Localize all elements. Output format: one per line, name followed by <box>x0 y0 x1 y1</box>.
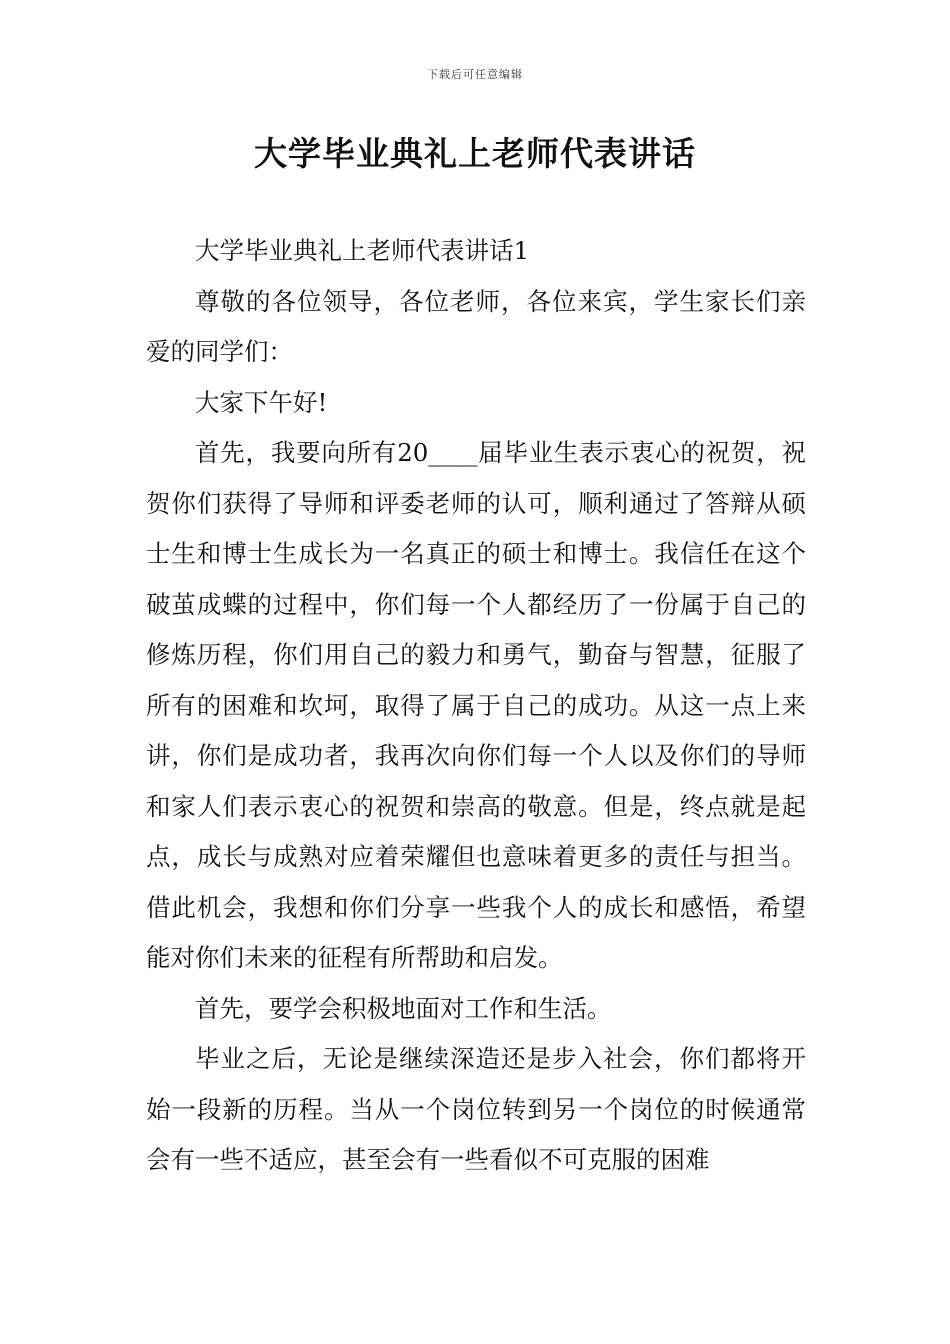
document-body <box>146 226 806 1186</box>
header-note: 下载后可任意编辑 <box>427 68 523 81</box>
document-title: 大学毕业典礼上老师代表讲话 <box>254 134 696 173</box>
greeting-paragraph: 大家下午好! <box>195 387 328 417</box>
congratulation-paragraph: 首先，我要向所有20____届毕业生表示衷心的祝贺，祝贺你们获得了导师和评委老师的认可，顺利通过了答辩从硕士生和博士生成长为一名真正的硕士和博士。我信任在这个破茧成蝶的过程中，你们每一个人都经历了一份属于自己的修炼历程，你们用自己的毅力和勇气，勤奋与智慧，征服了所有的困难和坎坷，取得了属于自己的成功。从这一点上来讲，你们是成功者，我再次向你们每一个人以及你们的导师和家人们表示衷心的祝贺和崇高的敬意。但是，终点就是起点，成长与成熟对应着荣耀但也意味着更多的责任与担当。借此机会，我想和你们分享一些我个人的成长和感悟，希望能对你们未来的征程有所帮助和启发。 <box>146 438 806 972</box>
point-one-paragraph: 首先，要学会积极地面对工作和生活。 <box>195 993 612 1023</box>
body-paragraph: 毕业之后，无论是继续深造还是步入社会，你们都将开始一段新的历程。当从一个岗位转到另一个岗位的时候通常会有一些不适应，甚至会有一些看似不可克服的困难 <box>146 1044 806 1174</box>
section-heading: 大学毕业典礼上老师代表讲话1 <box>195 236 530 265</box>
salutation-paragraph: 尊敬的各位领导，各位老师，各位来宾，学生家长们亲爱的同学们： <box>146 286 806 366</box>
